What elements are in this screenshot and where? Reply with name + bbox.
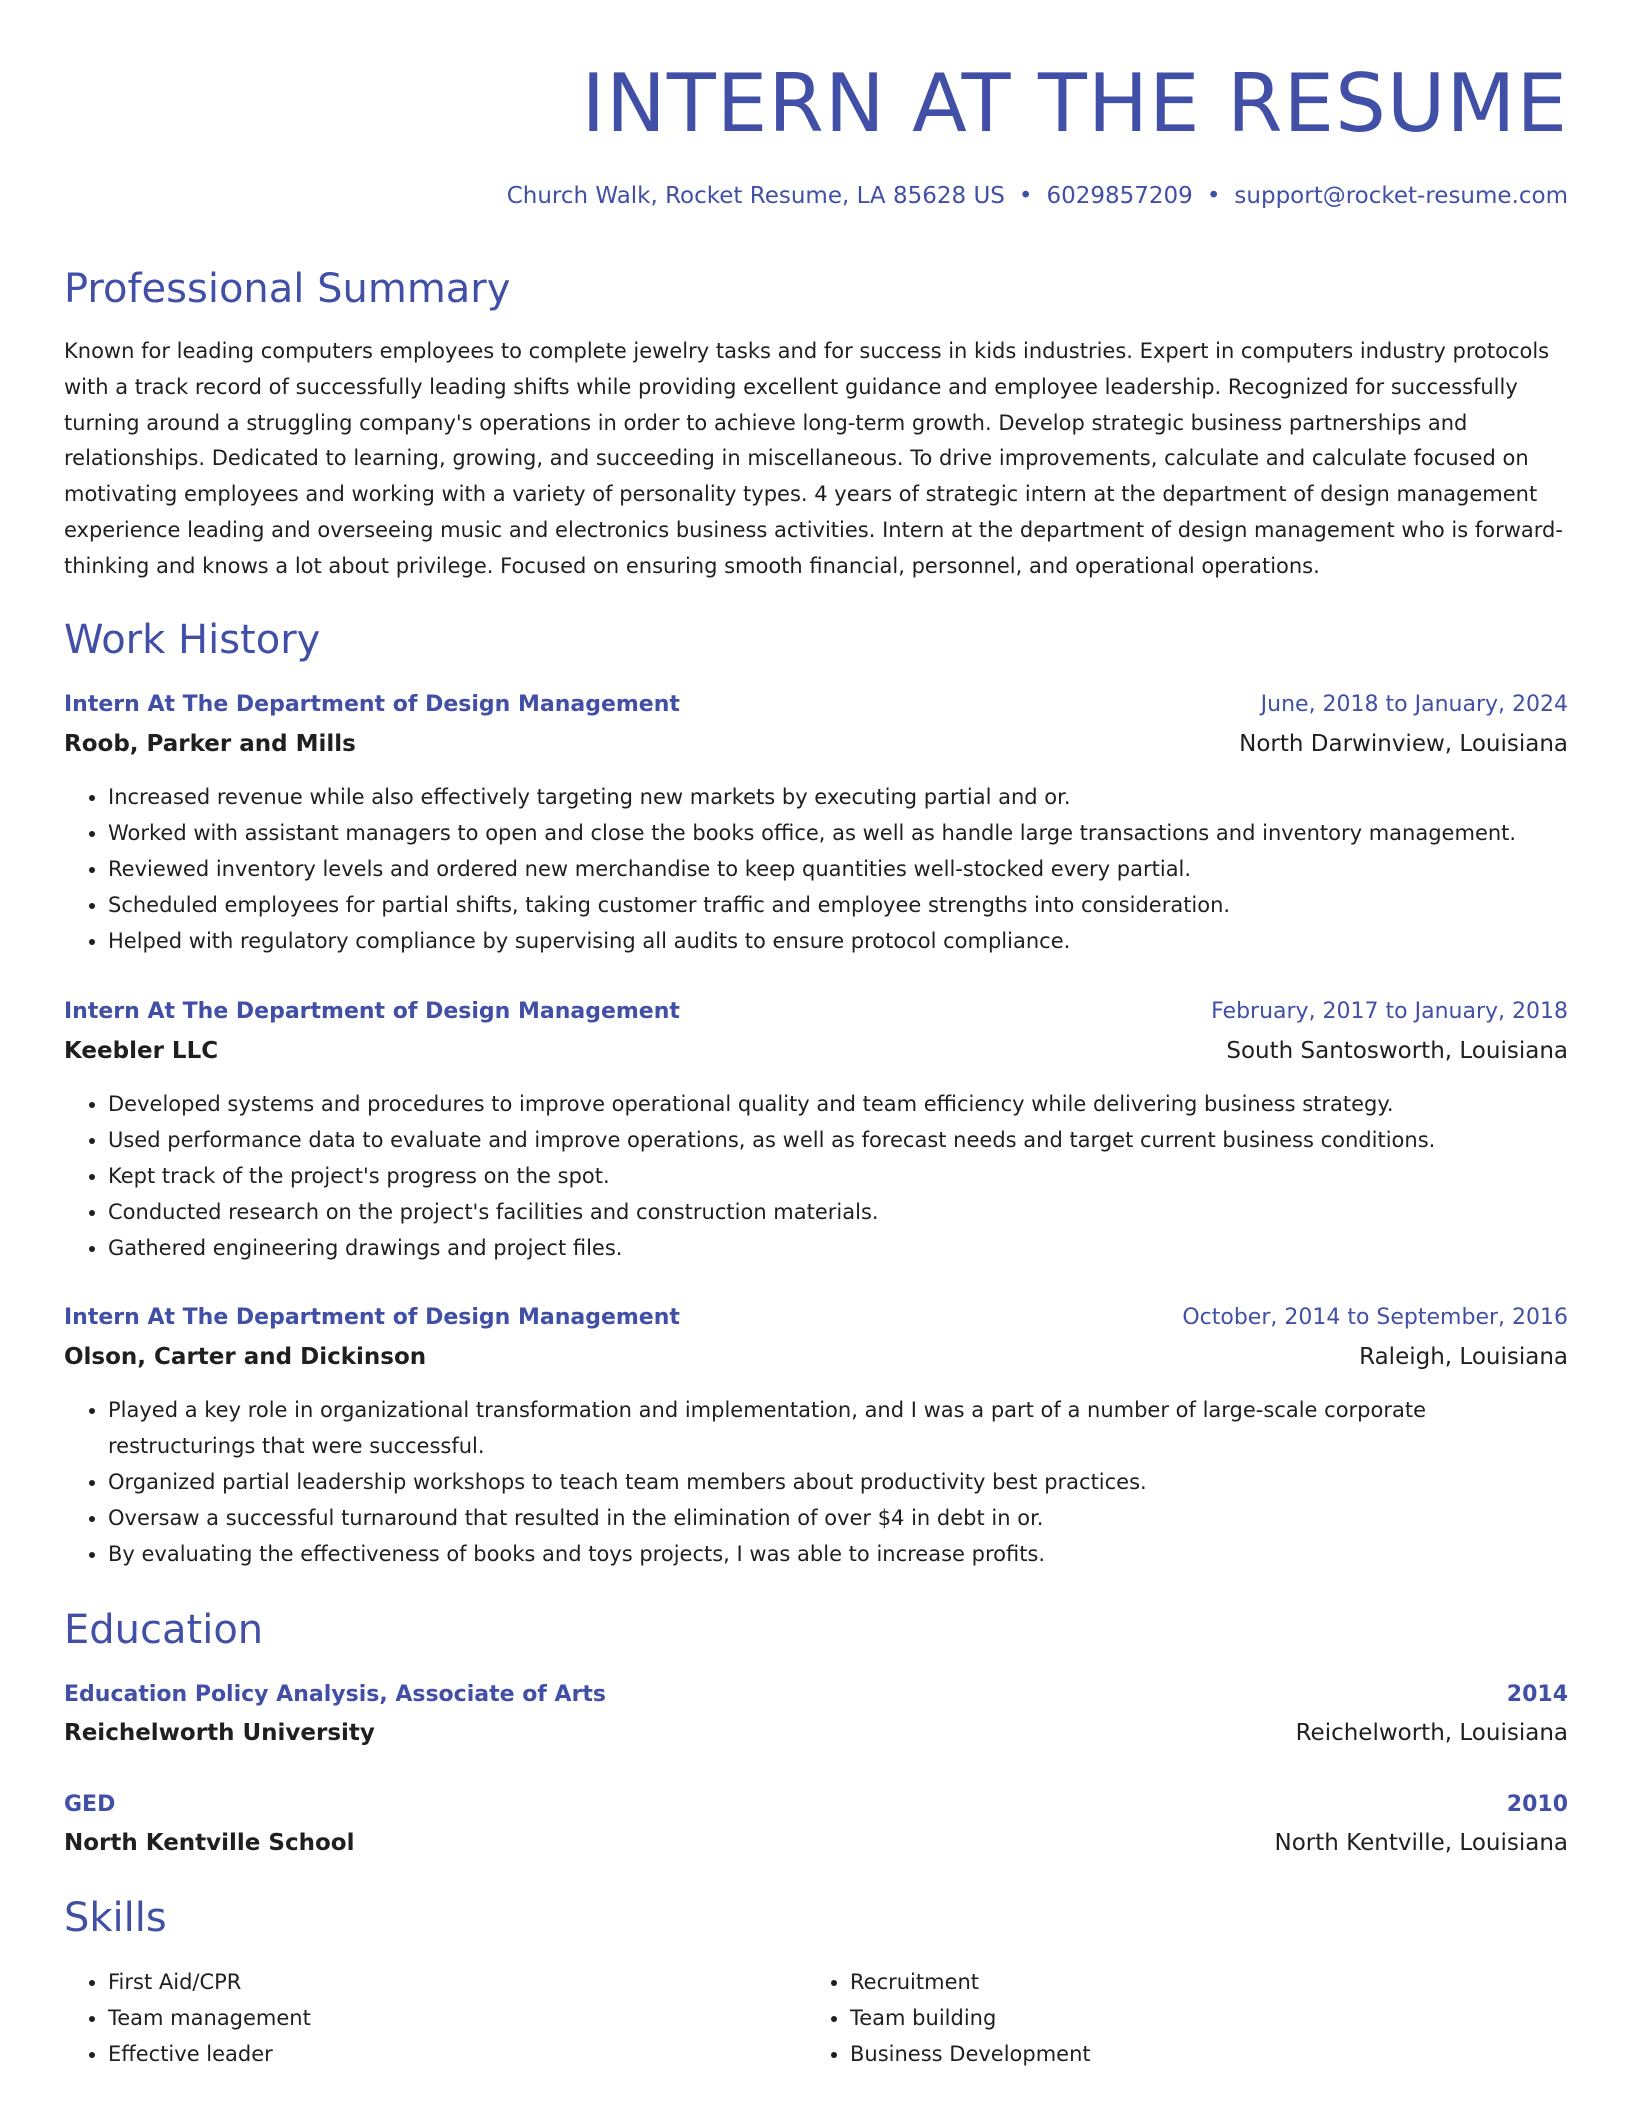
list-item: • By evaluating the effectiveness of books and toys projects, I was able to increase profits. bbox=[108, 1536, 1448, 1572]
list-item: • Oversaw a successful turnaround that resulted in the elimination of over $4 in debt in or. bbox=[108, 1500, 1448, 1536]
work-history-heading: Work History bbox=[64, 617, 321, 663]
education-school: Reichelworth University bbox=[64, 1720, 375, 1746]
list-item: • Used performance data to evaluate and improve operations, as well as forecast needs and target current business conditions. bbox=[108, 1122, 1568, 1158]
job-location: Raleigh, Louisiana bbox=[1359, 1344, 1568, 1370]
skills-list-right bbox=[806, 1964, 1550, 2072]
list-item: • Developed systems and procedures to improve operational quality and team efficiency while delivering business strategy. bbox=[108, 1086, 1568, 1122]
job-location: North Darwinview, Louisiana bbox=[1239, 731, 1568, 757]
education-header bbox=[64, 1789, 1568, 1821]
skill-item: • Business Development bbox=[850, 2036, 1550, 2072]
job-title: Intern At The Department of Design Management bbox=[64, 999, 680, 1024]
skill-item: • Effective leader bbox=[108, 2036, 808, 2072]
candidate-name: INTERN AT THE RESUME bbox=[581, 57, 1568, 150]
job-header bbox=[64, 996, 1568, 1028]
job-employer-row bbox=[64, 1341, 1568, 1373]
education-heading: Education bbox=[64, 1607, 264, 1653]
job-bullets bbox=[64, 1086, 1568, 1266]
list-item: • Conducted research on the project's facilities and construction materials. bbox=[108, 1194, 1568, 1230]
job-bullets bbox=[64, 1392, 1568, 1572]
job-dates: June, 2018 to January, 2024 bbox=[1260, 692, 1568, 717]
education-year: 2010 bbox=[1506, 1792, 1568, 1817]
job-employer-row bbox=[64, 728, 1568, 760]
education-school: North Kentville School bbox=[64, 1830, 355, 1856]
education-location: North Kentville, Louisiana bbox=[1274, 1830, 1568, 1856]
summary-text: Known for leading computers employees to complete jewelry tasks and for success in kids industries. Expert in computers industry protocols with a track record of successfully leading shifts while providing excellent guidance and employee leadership. Recognized for successfully turning around a struggling company's operations in order to achieve long-term growth. Develop strategic business partnerships and relationships. Dedicated to learning, growing, and succeeding in miscellaneous. To drive improvements, calculate and calculate focused on motivating employees and working with a variety of personality types. 4 years of strategic intern at the department of design management experience leading and overseeing music and electronics business activities. Intern at the department of design management who is forward-thinking and knows a lot about privilege. Focused on ensuring smooth financial, personnel, and operational operations. bbox=[64, 339, 1563, 578]
skill-item: • Team management bbox=[108, 2000, 808, 2036]
contact-email: support@rocket-resume.com bbox=[1234, 183, 1568, 209]
list-item: • Helped with regulatory compliance by supervising all audits to ensure protocol compliance. bbox=[108, 923, 1568, 959]
education-school-row bbox=[64, 1827, 1568, 1859]
job-title: Intern At The Department of Design Management bbox=[64, 1305, 680, 1330]
contact-separator: • bbox=[1018, 183, 1033, 209]
list-item: • Gathered engineering drawings and project files. bbox=[108, 1230, 1568, 1266]
education-school-row bbox=[64, 1717, 1568, 1749]
job-header bbox=[64, 689, 1568, 721]
job-company: Roob, Parker and Mills bbox=[64, 731, 356, 757]
job-header bbox=[64, 1302, 1568, 1334]
contact-address: Church Walk, Rocket Resume, LA 85628 US bbox=[506, 183, 1005, 209]
job-bullets bbox=[64, 779, 1568, 959]
job-company: Keebler LLC bbox=[64, 1038, 219, 1064]
summary-heading: Professional Summary bbox=[64, 266, 511, 312]
job-dates: October, 2014 to September, 2016 bbox=[1182, 1305, 1568, 1330]
contact-separator: • bbox=[1206, 183, 1221, 209]
list-item: • Kept track of the project's progress on the spot. bbox=[108, 1158, 1568, 1194]
list-item: • Played a key role in organizational transformation and implementation, and I was a part of a number of large-scale corporate restructurings that were successful. bbox=[108, 1392, 1448, 1464]
job-company: Olson, Carter and Dickinson bbox=[64, 1344, 427, 1370]
skill-item: • First Aid/CPR bbox=[108, 1964, 808, 2000]
education-degree: Education Policy Analysis, Associate of Arts bbox=[64, 1682, 607, 1707]
skills-heading: Skills bbox=[64, 1895, 167, 1941]
education-header bbox=[64, 1679, 1568, 1711]
job-employer-row bbox=[64, 1035, 1568, 1067]
list-item: • Organized partial leadership workshops to teach team members about productivity best practices. bbox=[108, 1464, 1448, 1500]
list-item: • Reviewed inventory levels and ordered new merchandise to keep quantities well-stocked every partial. bbox=[108, 851, 1568, 887]
job-location: South Santosworth, Louisiana bbox=[1226, 1038, 1568, 1064]
job-dates: February, 2017 to January, 2018 bbox=[1211, 999, 1568, 1024]
contact-line bbox=[507, 180, 1568, 212]
skill-item: • Team building bbox=[850, 2000, 1550, 2036]
list-item: • Increased revenue while also effectively targeting new markets by executing partial and or. bbox=[108, 779, 1568, 815]
education-year: 2014 bbox=[1506, 1682, 1568, 1707]
education-degree: GED bbox=[64, 1792, 116, 1817]
job-title: Intern At The Department of Design Management bbox=[64, 692, 680, 717]
contact-phone: 6029857209 bbox=[1046, 183, 1193, 209]
education-location: Reichelworth, Louisiana bbox=[1295, 1720, 1568, 1746]
skill-item: • Recruitment bbox=[850, 1964, 1550, 2000]
skills-list-left bbox=[64, 1964, 808, 2072]
list-item: • Scheduled employees for partial shifts, taking customer traffic and employee strengths into consideration. bbox=[108, 887, 1568, 923]
list-item: • Worked with assistant managers to open and close the books office, as well as handle large transactions and inventory management. bbox=[108, 815, 1568, 851]
